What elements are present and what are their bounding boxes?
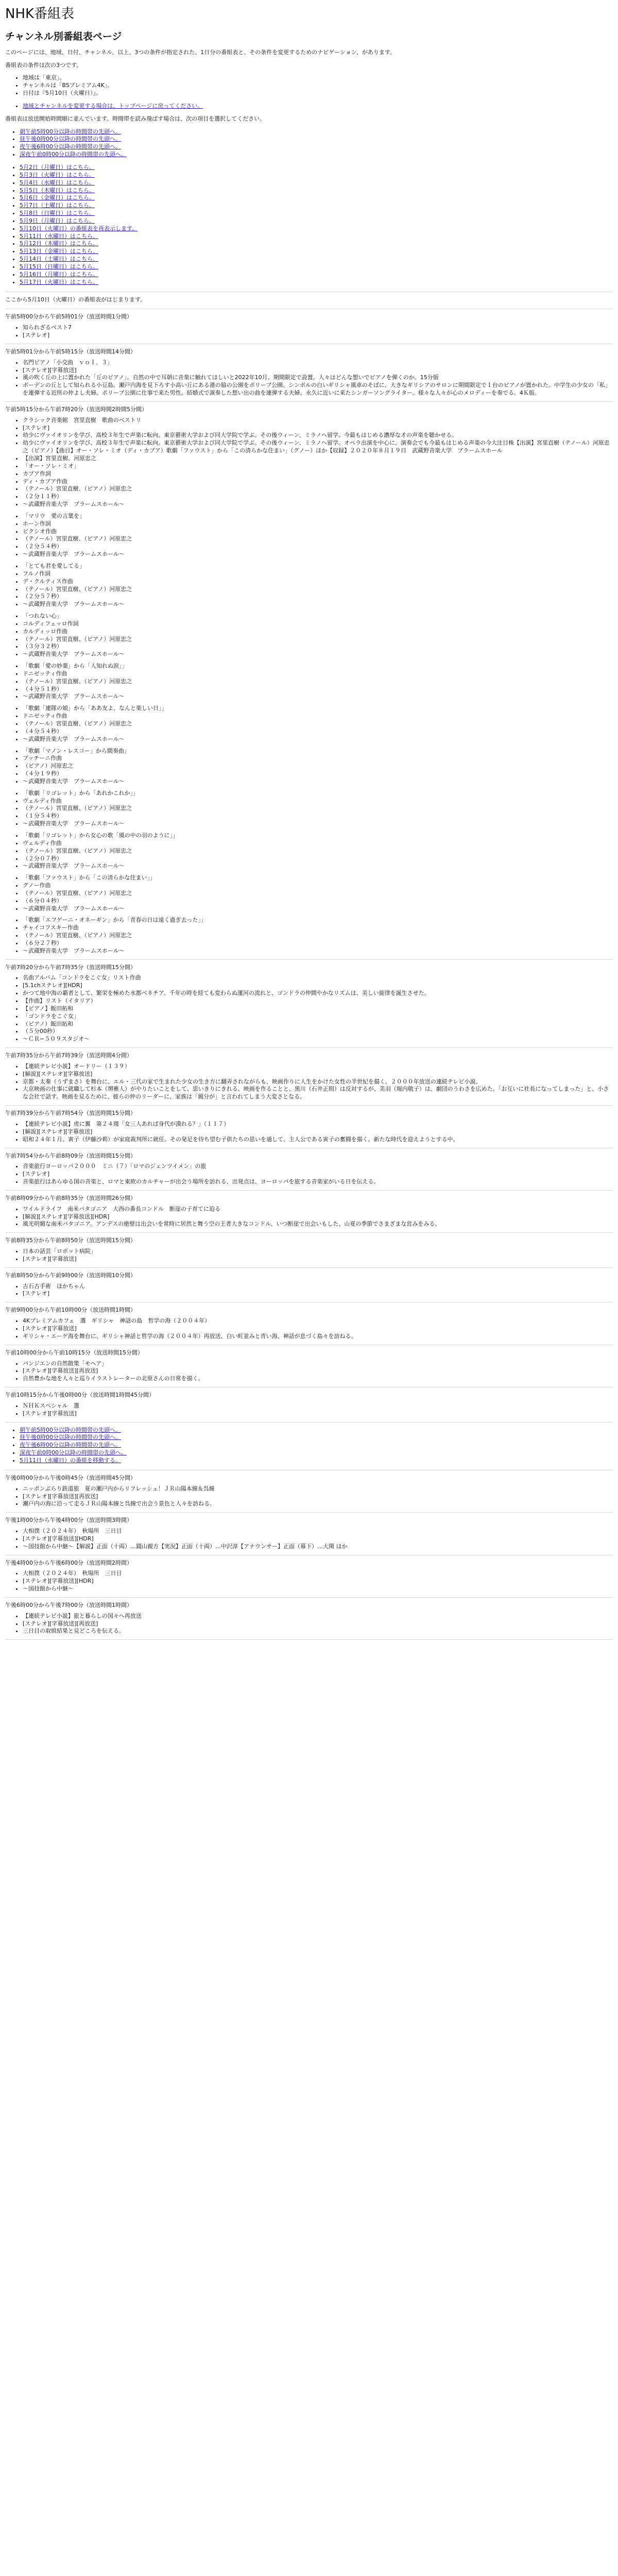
program-detail-line: • （２分０７秒）: [23, 855, 613, 863]
program-detail-line: • ビクシオ作曲: [23, 528, 613, 536]
program-detail-line: • [ステレオ]: [23, 425, 613, 432]
program-details: [5, 1063, 613, 1101]
divider: [5, 1232, 613, 1233]
date-nav-link[interactable]: 5月17日（火曜日）はこちら。: [20, 278, 98, 285]
time-slot-item: [20, 128, 613, 136]
program-detail-line: • （４分５１秒）: [23, 686, 613, 693]
program-detail-line: • （テノール）宮里直樹、（ピアノ）河原忠之: [23, 932, 613, 940]
program-detail-line: • [ステレオ][字幕放送]: [23, 1325, 613, 1333]
divider: [5, 1047, 613, 1048]
program-detail-line: • （テノール）宮里直樹、（ピアノ）河原忠之: [23, 636, 613, 643]
program-title: • 日本の話芸「ロボット病院」: [23, 1248, 613, 1256]
program-detail-line: • [解説][ステレオ][字幕放送][HDR]: [23, 1213, 613, 1221]
program-detail-line: • ドニゼッティ作曲: [23, 670, 613, 678]
program-detail-line: • （４分５４秒）: [23, 728, 613, 736]
program-details: [5, 1360, 613, 1383]
program-detail-line: • [ステレオ][字幕放送][HDR]: [23, 1578, 613, 1585]
program-time: 午前7時39分から午前7時54分（放送時間15分間）: [5, 1110, 136, 1117]
program-detail-line: • [ステレオ]: [23, 1171, 613, 1178]
divider: [5, 1639, 613, 1640]
program-time: 午後1時00分から午後4時00分（放送時間3時間）: [5, 1517, 132, 1524]
divider: [5, 1597, 613, 1598]
program-details: [5, 1613, 613, 1636]
program-detail-line: • （テノール）宮里直樹、（ピアノ）河原忠之: [23, 535, 613, 543]
program-time: 午前8時50分から午前9時00分（放送時間10分間）: [5, 1272, 136, 1279]
program-detail-line: • （テノール）宮里直樹、（ピアノ）河原忠之: [23, 805, 613, 812]
program-spacer: [23, 828, 613, 832]
program-detail-line: • 〜武蔵野音楽大学 ブラームスホール〜: [23, 905, 613, 913]
date-nav-link[interactable]: 5月7日（土曜日）はこちら。: [20, 202, 95, 209]
program-detail-line: • カプア作詞: [23, 470, 613, 478]
program-detail-line: • 昭和２４年１月、寅子（伊藤沙莉）が家庭裁判所に就任。その発足を待ち望む子供たちの思いを通して、主人公である寅子の奮闘を描く。新たな時代を迎えようとする中。: [23, 1136, 613, 1144]
program-detail-line: • 幼少にヴァイオリンを学び、高校３年生で声楽に転向。東京藝術大学および同大学院で学ぶ。その後ウィーン、ミラノへ留学。今最もはじめる濃厚な才の声楽を聴かせる。: [23, 432, 613, 439]
program-detail-line: • グノー作曲: [23, 882, 613, 890]
time-slot-item: [20, 151, 613, 159]
program-detail-line: • ドニゼッティ作曲: [23, 713, 613, 720]
program-detail-line: • 大京映画の仕事に就職して杉本（堺雅人）がやりたいことをして、思いきりにきれる。映画を作ることと、黒川（石井正則）は反対するが、美羽（堀内敬子）は、劇団のうわさを広めた。「お互いに社長になってしまった」と、小さな会社で話す。映画を見るために、彼らの仲のリーダーに、家族は「親分が」と言われてしまう大変さとなる。: [23, 1086, 613, 1101]
program-detail-line: • 京都・太秦（うずまさ）を舞台に、エル・三代の家で生まれた少女の生き方に翻弄されながらも、映画作りに人生をかけた女性の半世紀を描く。２０００年放送の連続テレビ小説。: [23, 1078, 613, 1086]
program-detail-line: • 「歌劇「ファウスト」から「この清らかな住まい」」: [23, 874, 613, 882]
program-detail-line: • 「ゴンドラをこぐ女」: [23, 1013, 613, 1021]
program-detail-line: • 幼少にヴァイオリンを学び、高校３年生で声楽に転向。東京藝術大学および同大学院で学ぶ。その後ウィーン、ミラノへ留学。オペラ出演を中心に、演奏会でも今最もはじめる声楽の今大注目株【出演】宮里直樹（テノール）河原忠之（ピアノ）【曲目】オー・ソレ・ミオ（ディ・カプア）歌劇「ファウスト」から「この清らかな住まい」（グノー）ほか【収録】２０２０年８月１９日 武蔵野音楽大学 ブラームスホール: [23, 439, 613, 455]
program-detail-line: • [ステレオ][字幕放送][再放送]: [23, 1493, 613, 1501]
date-nav-link[interactable]: 5月12日（木曜日）はこちら。: [20, 240, 98, 247]
date-nav-item: [20, 256, 613, 263]
program-detail-line: • ホーン作詞: [23, 520, 613, 528]
date-nav-link[interactable]: 5月16日（月曜日）はこちら。: [20, 270, 98, 278]
program-detail-line: • （ピアノ）河原忠之: [23, 762, 613, 770]
program-detail-line: • [5.1chステレオ][HDR]: [23, 982, 613, 990]
time-slot-item: [20, 135, 613, 143]
change-conditions-item: [23, 103, 613, 110]
program-detail-line: • [解説][ステレオ][字幕放送]: [23, 1071, 613, 1078]
date-nav-link[interactable]: 5月5日（木曜日）はこちら。: [20, 187, 95, 194]
date-nav-link[interactable]: 5月6日（金曜日）はこちら。: [20, 194, 95, 201]
date-nav-link[interactable]: 5月11日（水曜日）はこちら。: [20, 232, 98, 240]
program-detail-line: • （６分０４秒）: [23, 897, 613, 905]
date-nav-item: [20, 172, 613, 179]
bottom-time-nav-item: [20, 1427, 613, 1434]
divider: [5, 401, 613, 402]
date-nav-link[interactable]: 5月13日（金曜日）はこちら。: [20, 248, 98, 255]
program-details: [5, 1402, 613, 1418]
bottom-time-nav-item: [20, 1449, 613, 1457]
program-spacer: [23, 608, 613, 613]
program-detail-line: • 自然豊かな地を人々と巡りイラストレーターの北原さんの日常を描く。: [23, 1375, 613, 1383]
date-nav-item: [20, 217, 613, 225]
condition-region: • 地域は「東京」。: [23, 74, 613, 82]
bottom-time-nav-item: [20, 1434, 613, 1442]
program-detail-line: • 「歌劇「リゴレット」から「あれかこれか」」: [23, 790, 613, 798]
program-detail-line: • 〜武蔵野音楽大学 ブラームスホール〜: [23, 778, 613, 786]
bottom-time-nav-link[interactable]: 深夜午前0時00分以降の時間帯の先頭へ。: [20, 1449, 127, 1456]
program-detail-line: • [ステレオ][字幕放送][再放送]: [23, 1620, 613, 1628]
bottom-time-nav: [5, 1427, 613, 1465]
program-time: 午前7時20分から午前7時35分（放送時間15分間）: [5, 963, 136, 971]
program-details: [5, 1163, 613, 1186]
program-detail-line: • 「歌劇「マノン・レスコー」から間奏曲」: [23, 748, 613, 755]
date-nav-link[interactable]: 5月10日（火曜日）の番組表を再表示します。: [20, 225, 138, 232]
program-detail-line: • 「歌劇「愛の妙薬」から「人知れぬ涙」」: [23, 663, 613, 670]
date-nav-link[interactable]: 5月4日（水曜日）はこちら。: [20, 179, 95, 186]
date-nav-item: [20, 179, 613, 187]
program-detail-line: • （３分３２秒）: [23, 643, 613, 651]
program-title: • 【連続テレビ小説】オードリー（１３９）: [23, 1063, 613, 1071]
program-time: 午前5時15分から午前7時20分（放送時間2時間5分間）: [5, 405, 147, 413]
program-detail-line: • かつて地中海の覇者として、繁栄を極めた水都ベネチア。千年の時を経ても変わらぬ運河の流れと、ゴンドラの仲間やかなリズムは、美しい旋律を誕生させた。: [23, 990, 613, 997]
bottom-time-nav-link[interactable]: 昼午後0時00分以降の時間帯の先頭へ。: [20, 1434, 121, 1441]
program-detail-line: • 〜武蔵野音楽大学 ブラームスホール〜: [23, 820, 613, 828]
program-detail-line: • （テノール）宮里直樹、（ピアノ）河原忠之: [23, 890, 613, 897]
page-title: NHK番組表: [5, 6, 75, 22]
program-detail-line: • [解説][ステレオ][字幕放送]: [23, 1128, 613, 1136]
program-detail-line: • 〜武蔵野音楽大学 ブラームスホール〜: [23, 862, 613, 870]
program-detail-line: • （テノール）宮里直樹、（ピアノ）河原忠之: [23, 485, 613, 493]
program-details: [5, 359, 613, 397]
divider: [5, 1512, 613, 1513]
program-spacer: [23, 509, 613, 513]
bottom-time-nav-link[interactable]: 5月11日（水曜日）の番組を移動する。: [20, 1456, 121, 1464]
program-detail-line: • ギリシャ・エーゲ海を舞台に、ギリシャ神話と哲学の海（２００４年）再放送、白い町並みと青い海、神話が息づく島々を訪ねる。: [23, 1333, 613, 1341]
program-title: • 音楽旅行ヨーロッパ２０００ ミニ（７）「ロマのジェンツイメン」の旅: [23, 1163, 613, 1171]
program-detail-line: • 「歌劇「リゴレット」から女心の歌「風の中の羽のように」」: [23, 832, 613, 840]
bottom-time-nav-item: [20, 1457, 613, 1465]
program-title: • 大相撲（２０２４年） 秋場所 三日目: [23, 1570, 613, 1578]
program-time: 午前7時54分から午前8時09分（放送時間15分間）: [5, 1152, 136, 1159]
program-title: • 知られざるベスト7: [23, 324, 613, 332]
program-detail-line: • （４分１９秒）: [23, 770, 613, 778]
date-nav-link[interactable]: 5月8日（日曜日）はこちら。: [20, 210, 95, 217]
change-conditions-link[interactable]: 地域とチャンネルを変更する場合は、トップページに戻ってください。: [23, 102, 203, 109]
date-nav-link[interactable]: 5月3日（火曜日）はこちら。: [20, 171, 95, 178]
program-detail-line: • 【出演】宮里直樹、河原忠之: [23, 455, 613, 463]
program-detail-line: • 〜ＣＲ−５０９スタジオ〜: [23, 1036, 613, 1043]
program-detail-line: • コルディフェッロ作詞: [23, 620, 613, 628]
program-detail-line: • 【ピアノ】飯田拓和: [23, 1005, 613, 1013]
program-detail-line: • 風光明媚な南米パタゴニア。アンデスの絶壁は出会いを常時に居然と舞う空の王者大きなコンドル、いつ断崖で出会いもした、山夏の季節でさまざまな営みをみる。: [23, 1221, 613, 1228]
program-detail-line: • 音楽旅行はあらゆる国の音楽と、ロマと東欧のカルチャーが出会う場所を訪れる、出発点は、ヨーロッパを旅する音楽家がいる日を伝える。: [23, 1178, 613, 1186]
program-title: • ＮＨＫスペシャル 選: [23, 1402, 613, 1410]
program-detail-line: • 「オー・ソレ・ミオ」: [23, 463, 613, 470]
program-detail-line: • カルディッロ作曲: [23, 628, 613, 636]
program-title: • ワイルドライフ 南米パタゴニア 大西の番長コンドル 断崖の子育てに迫る: [23, 1206, 613, 1213]
program-detail-line: • プッチーニ作曲: [23, 755, 613, 762]
program-detail-line: • [ステレオ]: [23, 1290, 613, 1298]
program-details: [5, 1528, 613, 1551]
program-detail-line: • [ステレオ][字幕放送][再放送]: [23, 1367, 613, 1375]
divider: [5, 959, 613, 960]
date-nav: [5, 164, 613, 286]
conditions-lead: 番組表の条件は次の3つです。: [5, 61, 82, 69]
program-time: 午前9時00分から午前10時00分（放送時間1時間）: [5, 1307, 136, 1314]
program-spacer: [23, 786, 613, 790]
time-slot-nav: [5, 128, 613, 159]
program-title: • 古石古手術 ほかちゃん: [23, 1283, 613, 1291]
date-nav-link[interactable]: 5月2日（月曜日）はこちら。: [20, 164, 95, 171]
program-detail-line: • ボーデンの丘として知られる小豆島。瀬戸内海を見下ろす小高い丘にある港の脇の公園をポリーブ公園。シンボルの白いギリシャ風車のそばに、大きなギリシアのサロンに期間限定で１台のピアノが置かれた。中学生の少女の「私」を連弾する近所の仲よし夫婦。ポリーブ公園に仕事で来た男性。結婚式で演奏した想い出の曲を連弾する夫婦。永久に近いに来たシンガーソングライター。様々な人々が心のメロディーを奏でる。4Ｋ版。: [23, 382, 613, 397]
schedule-start: ここから5月10日（火曜日）の番組表がはじまります。: [5, 296, 146, 303]
program-detail-line: • 「つれない心」: [23, 613, 613, 620]
program-detail-line: • 〜武蔵野音楽大学 ブラームスホール〜: [23, 693, 613, 701]
program-title: • ニッポンぶらり鉄道旅 夏の瀬戸内からリフレッシュ！ＪＲ山陽本線＆呉線: [23, 1485, 613, 1493]
program-time: 午前7時35分から午前7時39分（放送時間4分間）: [5, 1052, 132, 1059]
date-nav-item: [20, 271, 613, 279]
program-details: [5, 1283, 613, 1298]
program-time: 午前8時09分から午前8時35分（放送時間26分間）: [5, 1194, 136, 1201]
program-details: [5, 417, 613, 955]
date-nav-item: [20, 194, 613, 202]
program-detail-line: • チャイコフスキー作曲: [23, 924, 613, 932]
program-detail-line: • （２分１１秒）: [23, 493, 613, 501]
program-details: [5, 1485, 613, 1509]
program-detail-line: • （１分５４秒）: [23, 812, 613, 820]
date-nav-item: [20, 240, 613, 248]
program-detail-line: • [ステレオ][字幕放送]: [23, 1410, 613, 1418]
program-spacer: [23, 743, 613, 748]
program-detail-line: • 〜国技館から中継〜: [23, 1585, 613, 1593]
date-nav-item: [20, 248, 613, 256]
divider: [5, 1190, 613, 1191]
program-spacer: [23, 870, 613, 874]
program-time: 午後6時00分から午後7時00分（放送時間1時間）: [5, 1601, 132, 1608]
program-schedule-pm: [5, 1475, 613, 1640]
program-detail-line: • 「マリウ 愛の言葉を」: [23, 513, 613, 520]
program-spacer: [23, 558, 613, 563]
program-detail-line: • 〜武蔵野音楽大学 ブラームスホール〜: [23, 947, 613, 955]
program-time: 午前10時15分から午後0時00分（放送時間1時間45分間）: [5, 1392, 154, 1399]
date-nav-link[interactable]: 5月14日（土曜日）はこちら。: [20, 256, 98, 263]
program-spacer: [23, 658, 613, 663]
date-nav-item: [20, 225, 613, 233]
time-slot-morning-link[interactable]: 朝午前5時00分以降の時間帯の先頭へ。: [20, 128, 121, 135]
program-detail-line: • （テノール）宮里直樹、（ピアノ）河原忠之: [23, 720, 613, 728]
program-details: [5, 1317, 613, 1341]
time-slot-noon-link[interactable]: 昼午後0時00分以降の時間帯の先頭へ。: [20, 135, 121, 143]
program-detail-line: • （６分２７秒）: [23, 940, 613, 947]
program-detail-line: • 〜武蔵野音楽大学 ブラームスホール〜: [23, 501, 613, 509]
condition-channel: • チャンネルは「BSプレミアム4K」。: [23, 82, 613, 90]
program-time: 午前5時01分から午前5時15分（放送時間14分間）: [5, 348, 136, 355]
program-detail-line: • 〜武蔵野音楽大学 ブラームスホール〜: [23, 601, 613, 608]
program-detail-line: • （ピアノ）飯田拓和: [23, 1021, 613, 1028]
program-detail-line: • （テノール）宮里直樹、（ピアノ）河原忠之: [23, 586, 613, 594]
program-detail-line: • [ステレオ][字幕放送][HDR]: [23, 1535, 613, 1543]
program-detail-line: • 〜武蔵野音楽大学 ブラームスホール〜: [23, 736, 613, 743]
program-title: • 【連続テレビ小説】旅と暮らしの国々へ再放送: [23, 1613, 613, 1620]
program-detail-line: • フルノ作詞: [23, 570, 613, 578]
program-time: 午前10時00分から午前10時15分（放送時間15分間）: [5, 1349, 143, 1356]
program-detail-line: • 〜国技館から中継〜【解説】正面（十両）…錣山親方【実況】正面（十両）…中沢淳【アナウンサー】正面（幕下）…大関 ほか: [23, 1543, 613, 1551]
date-nav-item: [20, 202, 613, 210]
program-details: [5, 1206, 613, 1229]
program-details: [5, 1248, 613, 1263]
time-slot-item: [20, 143, 613, 151]
date-nav-item: [20, 210, 613, 217]
program-detail-line: • 〜武蔵野音楽大学 ブラームスホール〜: [23, 651, 613, 658]
date-nav-item: [20, 263, 613, 271]
program-time: 午前8時35分から午前8時50分（放送時間15分間）: [5, 1237, 136, 1244]
program-title: • 名門ピアノ「小交曲 ｖｏｌ．３」: [23, 359, 613, 367]
program-time: 午後0時00分から午後0時45分（放送時間45分間）: [5, 1474, 136, 1481]
program-details: [5, 324, 613, 340]
program-detail-line: • ヴェルディ作曲: [23, 798, 613, 805]
condition-date: • 日付は『5月10日（火曜日）』。: [23, 90, 613, 97]
program-detail-line: • （２分５７秒）: [23, 593, 613, 601]
program-detail-line: • （５分00秒）: [23, 1028, 613, 1036]
program-detail-line: • [ステレオ][字幕放送]: [23, 367, 613, 375]
program-detail-line: • 風の吹く丘の上に置かれた「丘のピアノ」。自然の中で耳朝に音楽に触れてほしいと2022年10月、期間限定で設置。人々はどんな想いでピアノを弾くのか。15分版: [23, 374, 613, 382]
intro-text: このページには、地域、日付、チャンネル、以上、3つの条件が指定された、1日分の番組表と、その条件を変更するためのナビゲーション、があります。: [5, 48, 396, 56]
program-details: [5, 1121, 613, 1144]
bottom-time-nav-link[interactable]: 夜午後6時00分以降の時間帯の先頭へ。: [20, 1442, 121, 1449]
program-details: [5, 1570, 613, 1593]
program-detail-line: • ヴェルディ作曲: [23, 840, 613, 848]
program-title: • クラシック音楽館 宮里直樹 歌曲のベストリ: [23, 417, 613, 425]
program-detail-line: • [ステレオ]: [23, 332, 613, 340]
program-detail-line: • （テノール）宮里直樹、（ピアノ）河原忠之: [23, 678, 613, 686]
date-nav-link[interactable]: 5月9日（月曜日）はこちら。: [20, 217, 95, 224]
bottom-time-nav-item: [20, 1442, 613, 1449]
program-schedule-am: [5, 313, 613, 1422]
program-detail-line: • （テノール）宮里直樹、（ピアノ）河原忠之: [23, 848, 613, 855]
change-conditions: [5, 103, 613, 110]
program-title: • 大相撲（２０２４年） 秋場所 三日目: [23, 1528, 613, 1535]
program-title: • 【連続テレビ小説】虎に翼 第２４週「女三人あれば身代が潰れる？」（１１７）: [23, 1121, 613, 1128]
program-detail-line: • 〜武蔵野音楽大学 ブラームスホール〜: [23, 551, 613, 558]
program-detail-line: • 「歌劇「連隊の娘」から「ああ友よ、なんと楽しい日」」: [23, 705, 613, 713]
program-detail-line: • デ・クルティス作曲: [23, 578, 613, 586]
time-slot-midnight-link[interactable]: 深夜午前0時00分以降の時間帯の先頭へ。: [20, 151, 127, 158]
date-nav-item: [20, 187, 613, 195]
program-detail-line: • 「とても君を愛してる」: [23, 563, 613, 570]
program-detail-line: • 瀬戸内の海に沿って走るＪＲ山陽本線と呉線で出会う景色と人々を訪ねる。: [23, 1500, 613, 1508]
date-nav-item: [20, 164, 613, 172]
program-title: • 名曲アルバム「コンドラをこぐ女」リスト作曲: [23, 974, 613, 982]
program-details: [5, 974, 613, 1043]
program-time: 午後4時00分から午後6時00分（放送時間2時間）: [5, 1559, 132, 1566]
program-detail-line: • [ステレオ][字幕放送]: [23, 1256, 613, 1263]
date-nav-item: [20, 233, 613, 241]
program-title: • 4Kプレミアムカフェ 選 ギリシャ 神話の島 哲学の海（２００４年）: [23, 1317, 613, 1325]
program-detail-line: • 「歌劇「エフゲーニ・オネーギン」から「青春の日は遠く過ぎ去った」」: [23, 917, 613, 924]
bottom-time-nav-link[interactable]: 朝午前5時00分以降の時間帯の先頭へ。: [20, 1426, 121, 1433]
time-slot-evening-link[interactable]: 夜午後6時00分以降の時間帯の先頭へ。: [20, 143, 121, 150]
conditions-list: [5, 74, 613, 97]
date-nav-item: [20, 279, 613, 286]
page-subtitle: チャンネル別番組表ページ: [5, 31, 122, 43]
program-detail-line: • 三日目の取組結果と見どころを伝える。: [23, 1628, 613, 1635]
divider: [5, 1267, 613, 1268]
divider: [5, 1105, 613, 1106]
program-detail-line: • 【作曲】リスト（イタリア）: [23, 997, 613, 1005]
program-detail-line: • （２分５４秒）: [23, 543, 613, 551]
date-nav-lead: 番組表は放送開始時間順に並んでいます。時間帯を読み飛ばす場合は、次の項目を選択してください。: [5, 115, 266, 122]
date-nav-link[interactable]: 5月15日（日曜日）はこちら。: [20, 263, 98, 270]
program-time: 午前5時00分から午前5時01分（放送時間1分間）: [5, 313, 132, 320]
program-detail-line: • ディ・カプア作曲: [23, 478, 613, 486]
program-title: • パンジエンの自然散策「モヘア」: [23, 1360, 613, 1368]
